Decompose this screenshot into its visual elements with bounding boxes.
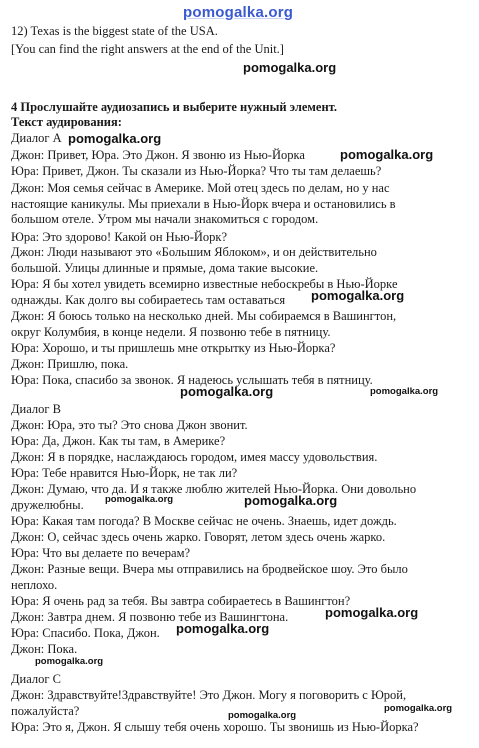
text-line: Джон: Здравствуйте!Здравствуйте! Это Джон. Могу я поговорить с Юрой, [11,688,407,702]
text-line: однажды. Как долго вы собираетесь там оставаться [11,293,286,307]
text-line: большом отеле. Утром мы начали знакомиться с городом. [11,212,319,226]
text-line: Джон: Привет, Юра. Это Джон. Я звоню из Нью-Йорка [11,148,305,162]
watermark: pomogalka.org [105,494,174,505]
text-line: Юра: Это здорово! Какой он Нью-Йорк? [11,230,228,244]
watermark: pomogalka.org [176,621,270,636]
text-line: дружелюбны. [11,498,84,512]
watermark-top[interactable]: pomogalka.org [183,4,294,21]
text-line: Юра: Я бы хотел увидеть всемирно известные небоскребы в Нью-Йорке [11,277,398,291]
section-subheading: Текст аудирования: [11,115,122,129]
text-line: Джон: Пока. [11,642,78,656]
text-line: 12) Texas is the biggest state of the USA. [11,24,218,38]
text-line: Джон: Юра, это ты? Это снова Джон звонит. [11,418,248,432]
watermark: pomogalka.org [325,605,419,620]
dialog-title: Диалог А [11,131,62,145]
text-line: Джон: Завтра днем. Я позвоню тебе из Вашингтона. [11,610,289,624]
text-line: Джон: Я боюсь только на несколько дней. Мы собираемся в Вашингтон, [11,309,397,323]
watermark: pomogalka.org [370,386,439,397]
watermark: pomogalka.org [340,147,434,162]
text-line: Юра: Да, Джон. Как ты там, в Америке? [11,434,226,448]
text-line: округ Колумбия, в конце недели. Я позвоню тебе в пятницу. [11,325,331,339]
text-line: пожалуйста? [11,704,80,718]
text-line: Джон: Я в порядке, наслаждаюсь городом, имея массу удовольствия. [11,450,378,464]
section-heading: 4 Прослушайте аудиозапись и выберите нужный элемент. [11,100,337,114]
dialog-title: Диалог В [11,402,61,416]
watermark: pomogalka.org [35,656,104,667]
watermark: pomogalka.org [228,710,297,721]
text-line: Юра: Привет, Джон. Ты сказали из Нью-Йорка? Что ты там делаешь? [11,164,382,178]
watermark: pomogalka.org [244,493,338,508]
text-line: Юра: Я очень рад за тебя. Вы завтра собираетесь в Вашингтон? [11,594,351,608]
text-line: Юра: Что вы делаете по вечерам? [11,546,191,560]
text-line: большой. Улицы длинные и прямые, дома такие высокие. [11,261,319,275]
watermark: pomogalka.org [311,288,405,303]
watermark: pomogalka.org [68,131,162,146]
text-line: Джон: О, сейчас здесь очень жарко. Говорят, летом здесь очень жарко. [11,530,386,544]
text-line: Юра: Это я, Джон. Я слышу тебя очень хорошо. Ты звонишь из Нью-Йорка? [11,720,419,734]
text-line: настоящие каникулы. Мы приехали в Нью-Йорк вчера и остановились в [11,197,396,211]
text-line: Джон: Моя семья сейчас в Америке. Мой отец здесь по делам, но у нас [11,181,390,195]
watermark: pomogalka.org [243,60,337,75]
text-line: Юра: Хорошо, и ты пришлешь мне открытку из Нью-Йорка? [11,341,336,355]
text-line: Джон: Пришлю, пока. [11,357,129,371]
text-line: [You can find the right answers at the end of the Unit.] [11,42,284,56]
text-line: Юра: Тебе нравится Нью-Йорк, не так ли? [11,466,238,480]
text-line: неплохо. [11,578,58,592]
text-line: Юра: Спасибо. Пока, Джон. [11,626,160,640]
text-line: Джон: Люди называют это «Большим Яблоком», и он действительно [11,245,377,259]
watermark: pomogalka.org [180,384,274,399]
text-line: Юра: Какая там погода? В Москве сейчас не очень. Знаешь, идет дождь. [11,514,397,528]
watermark: pomogalka.org [384,703,453,714]
text-line: Джон: Разные вещи. Вчера мы отправились на бродвейское шоу. Это было [11,562,408,576]
text-line: Джон: Думаю, что да. И я также люблю жителей Нью-Йорка. Они довольно [11,482,417,496]
text-line: Юра: Пока, спасибо за звонок. Я надеюсь услышать тебя в пятницу. [11,373,373,387]
dialog-title: Диалог С [11,672,61,686]
